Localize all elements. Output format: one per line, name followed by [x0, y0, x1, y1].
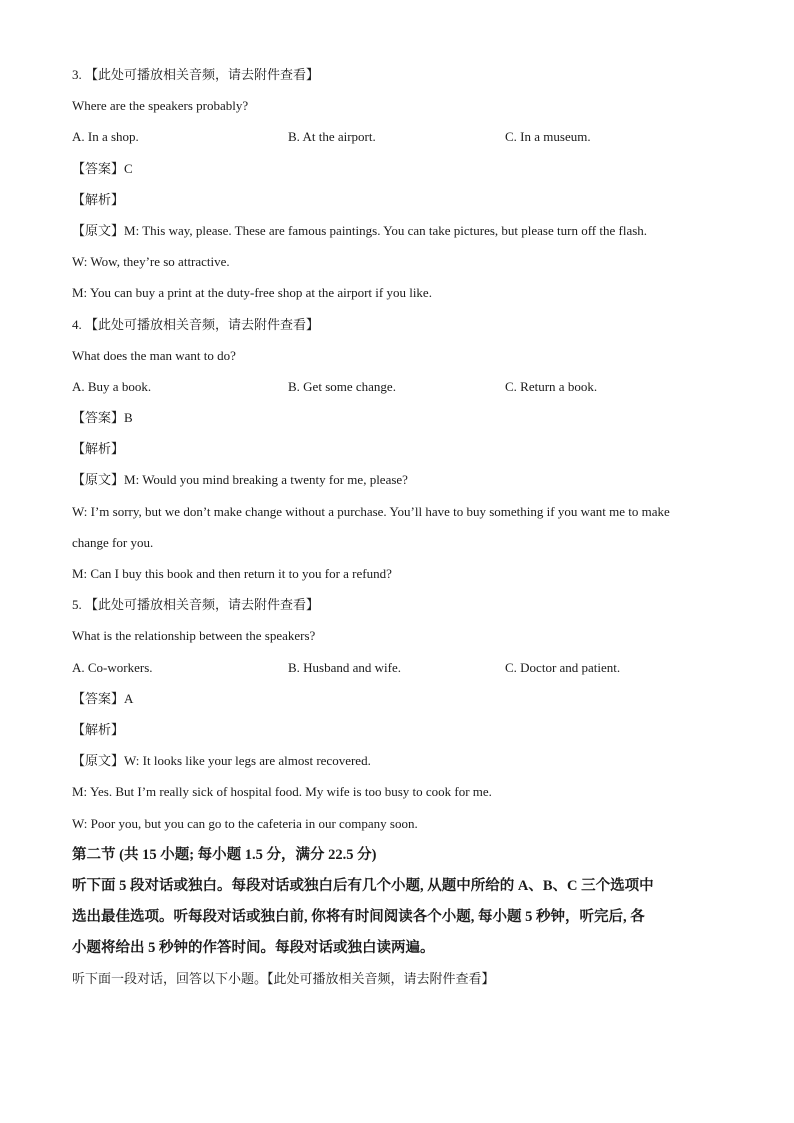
- question-number: 3.: [72, 67, 82, 82]
- analysis-tag: 【解析】: [72, 191, 125, 207]
- question-number: 4.: [72, 316, 82, 332]
- transcript-tag: 【原文】: [72, 753, 125, 769]
- question-header: [72, 62, 732, 93]
- transcript-tag: 【原文】: [72, 472, 125, 488]
- option-b: B. Get some change.: [288, 378, 396, 394]
- transcript-text: M: This way, please. These are famous paintings. You can take pictures, but please turn off the flash.: [124, 222, 648, 238]
- transcript-line: W: Wow, they’re so attractive.: [72, 254, 230, 270]
- section-instructions: 听下面 5 段对话或独白。每段对话或独白后有几个小题, 从题中所给的 A、B、C 三个选项中: [72, 877, 654, 894]
- transcript-text: M: Would you mind breaking a twenty for me, please?: [124, 472, 408, 488]
- section-title: 第二节 (共 15 小题; 每小题 1.5 分，满分 22.5 分): [72, 846, 377, 863]
- option-b: B. At the airport.: [288, 129, 376, 145]
- answer-value: C: [124, 160, 133, 176]
- answer-value: B: [124, 410, 133, 426]
- audio-note[interactable]: 【此处可播放相关音频，请去附件查看】: [85, 67, 320, 82]
- answer-line: [72, 156, 732, 187]
- question-number: 5.: [72, 597, 82, 613]
- option-b: B. Husband and wife.: [288, 659, 402, 675]
- transcript-line: [72, 748, 732, 779]
- transcript-line: M: Can I buy this book and then return it to you for a refund?: [72, 566, 392, 581]
- options-row: [72, 124, 732, 155]
- option-c: C. Doctor and patient.: [505, 659, 621, 675]
- option-a: A. In a shop.: [72, 129, 139, 145]
- transcript-line: [72, 467, 732, 498]
- options-row: [72, 374, 732, 405]
- answer-line: [72, 686, 732, 717]
- transcript-text: W: It looks like your legs are almost recovered.: [124, 753, 371, 769]
- answer-value: A: [124, 690, 134, 706]
- option-a: A. Co-workers.: [72, 659, 153, 675]
- transcript-line: [72, 218, 732, 249]
- transcript-line: change for you.: [72, 534, 154, 550]
- audio-note[interactable]: 【此处可播放相关音频，请去附件查看】: [85, 597, 320, 613]
- transcript-line: W: I’m sorry, but we don’t make change without a purchase. You’ll have to buy something if you want me to make: [72, 503, 670, 519]
- option-c: C. In a museum.: [505, 129, 591, 145]
- section-lead: 听下面一段对话，回答以下小题。【此处可播放相关音频，请去附件查看】: [72, 971, 495, 987]
- audio-note[interactable]: 【此处可播放相关音频，请去附件查看】: [85, 316, 320, 332]
- transcript-line: M: You can buy a print at the duty-free shop at the airport if you like.: [72, 285, 432, 301]
- options-row: [72, 655, 732, 686]
- answer-tag: 【答案】: [72, 160, 125, 176]
- transcript-line: M: Yes. But I’m really sick of hospital food. My wife is too busy to cook for me.: [72, 784, 492, 800]
- transcript-tag: 【原文】: [72, 222, 125, 238]
- document-page: [72, 62, 732, 998]
- question-header: [72, 592, 732, 623]
- section-instructions: 选出最佳选项。听每段对话或独白前, 你将有时间阅读各个小题, 每小题 5 秒钟，听完后, 各: [72, 909, 645, 926]
- answer-tag: 【答案】: [72, 690, 125, 706]
- question-text: Where are the speakers probably?: [72, 98, 249, 114]
- analysis-tag: 【解析】: [72, 441, 125, 457]
- option-c: C. Return a book.: [505, 378, 598, 394]
- answer-tag: 【答案】: [72, 410, 125, 426]
- question-text: What is the relationship between the speakers?: [72, 628, 316, 644]
- question-header: [72, 312, 732, 343]
- transcript-line: W: Poor you, but you can go to the cafeteria in our company soon.: [72, 815, 418, 831]
- analysis-tag: 【解析】: [72, 721, 125, 737]
- answer-line: [72, 405, 732, 436]
- option-a: A. Buy a book.: [72, 378, 152, 394]
- question-text: What does the man want to do?: [72, 347, 236, 363]
- section-instructions: 小题将给出 5 秒钟的作答时间。每段对话或独白读两遍。: [72, 940, 435, 957]
